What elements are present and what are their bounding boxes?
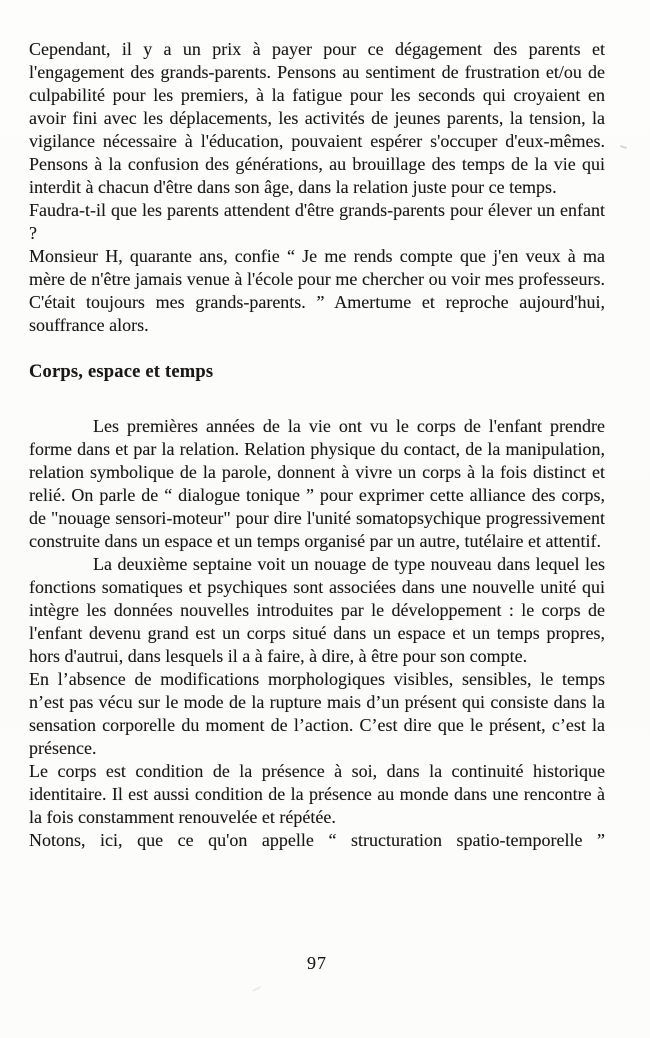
- section-heading: Corps, espace et temps: [29, 362, 214, 382]
- paragraph: La deuxième septaine voit un nouage de type nouveau dans lequel les fonctions somatiques et psychiques sont associées dans une nouvelle unité qui intègre les données nouvelles introduites par le développement : le corps de l'enfant devenu grand est un corps situé dans un espace et un temps propres, hors d'autrui, dans lesquels il a à faire, à dire, à être pour son compte.: [29, 554, 605, 666]
- scan-artifact: [252, 986, 261, 992]
- scan-artifact: [620, 145, 627, 149]
- paragraph: Faudra-t-il que les parents attendent d'être grands-parents pour élever un enfant ?: [29, 200, 605, 243]
- paragraph: Cependant, il y a un prix à payer pour ce dégagement des parents et l'engagement des grands-parents. Pensons au sentiment de frustration et/ou de culpabilité pour les premiers, à la fatigue pour les seconds qui croyaient en avoir fini avec les déplacements, les activités de jeunes parents, la tension, la vigilance nécessaire à l'éducation, pouvaient espérer s'occuper d'eux-mêmes. Pensons à la confusion des générations, au brouillage des temps de la vie qui interdit à chacun d'être dans son âge, dans la relation juste pour ce temps.: [29, 39, 605, 197]
- page-number: 97: [307, 953, 327, 973]
- paragraph: En l’absence de modifications morphologiques visibles, sensibles, le temps n’est pas vécu sur le mode de la rupture mais d’un présent qui consiste dans la sensation corporelle du moment de l’action. C’est dire que le présent, c’est la présence.: [29, 669, 605, 758]
- paragraph: Notons, ici, que ce qu'on appelle “ structuration spatio-temporelle ”: [29, 830, 605, 850]
- paragraph: Monsieur H, quarante ans, confie “ Je me rends compte que j'en veux à ma mère de n'être jamais venue à l'école pour me chercher ou voir mes professeurs. C'était toujours mes grands-parents. ” Amertume et reproche aujourd'hui, souffrance alors.: [29, 246, 605, 335]
- page-body: [29, 38, 605, 852]
- paragraph: Les premières années de la vie ont vu le corps de l'enfant prendre forme dans et par la relation. Relation physique du contact, de la manipulation, relation symbolique de la parole, donnent à vivre un corps à la fois distinct et relié. On parle de “ dialogue tonique ” pour exprimer cette alliance des corps, de "nouage sensori-moteur" pour dire l'unité somatopsychique progressivement construite dans un espace et un temps organisé par un autre, tutélaire et attentif.: [29, 416, 605, 551]
- paragraph: Le corps est condition de la présence à soi, dans la continuité historique identitaire. Il est aussi condition de la présence au monde dans une rencontre à la fois constamment renouvelée et répétée.: [29, 761, 605, 827]
